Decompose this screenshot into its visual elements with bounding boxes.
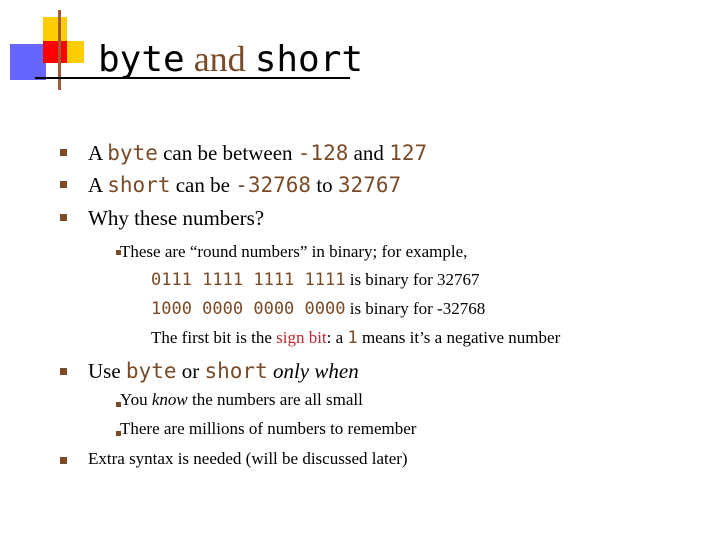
text: A bbox=[88, 173, 108, 197]
sub-use-line2: There are millions of numbers to remember bbox=[120, 419, 417, 438]
text: is binary for -32768 bbox=[345, 299, 486, 318]
text: can be bbox=[170, 173, 236, 197]
slide-logo-decoration bbox=[0, 0, 110, 100]
italic-only-when: only when bbox=[267, 359, 359, 383]
title-byte: byte bbox=[98, 39, 185, 80]
slide-title bbox=[98, 38, 363, 81]
text: A bbox=[88, 141, 108, 165]
code-short: short bbox=[107, 173, 171, 197]
code-max: 32767 bbox=[337, 173, 402, 197]
sub-why-line1: These are “round numbers” in binary; for example, bbox=[120, 242, 468, 261]
sub-use-line1 bbox=[120, 389, 363, 411]
title-short: short bbox=[254, 39, 364, 80]
bullet-short-range bbox=[88, 172, 401, 198]
title-and: and bbox=[193, 39, 246, 79]
code-byte: byte bbox=[125, 359, 177, 383]
text: and bbox=[348, 141, 390, 165]
sub-why-line3 bbox=[151, 298, 485, 320]
bullet-extra-syntax: Extra syntax is needed (will be discussed later) bbox=[88, 449, 408, 468]
sub-why-line4 bbox=[151, 327, 560, 349]
logo-yellow-square-2 bbox=[66, 41, 84, 63]
sub-why-line2 bbox=[151, 269, 480, 291]
bullet-square-icon bbox=[60, 149, 67, 156]
bullet-square-icon bbox=[60, 181, 67, 188]
logo-blue-square bbox=[10, 44, 46, 80]
text: The first bit is the bbox=[151, 328, 277, 347]
bullet-use-when bbox=[88, 358, 359, 384]
text: means it’s a negative number bbox=[357, 328, 561, 347]
code-short: short bbox=[204, 359, 268, 383]
text: to bbox=[311, 173, 338, 197]
text: is binary for 32767 bbox=[345, 270, 480, 289]
sign-bit-highlight: sign bit bbox=[276, 328, 327, 347]
bullet-byte-range bbox=[88, 140, 427, 166]
bullet-square-icon bbox=[60, 214, 67, 221]
logo-red-square bbox=[43, 41, 67, 63]
bullet-square-icon bbox=[60, 368, 67, 375]
code-one: 1 bbox=[347, 328, 358, 348]
bullet-square-icon bbox=[60, 457, 67, 464]
text: or bbox=[176, 359, 205, 383]
text: the numbers are all small bbox=[187, 390, 363, 409]
binary-neg-32768: 1000 0000 0000 0000 bbox=[151, 299, 346, 319]
code-min: -32768 bbox=[235, 173, 312, 197]
code-min: -128 bbox=[297, 141, 349, 165]
code-byte: byte bbox=[107, 141, 158, 165]
text: : a bbox=[326, 328, 348, 347]
italic-know: know bbox=[151, 390, 188, 409]
code-max: 127 bbox=[389, 141, 428, 165]
logo-yellow-square bbox=[43, 17, 67, 41]
bullet-why: Why these numbers? bbox=[88, 206, 265, 230]
text: can be between bbox=[157, 141, 298, 165]
binary-32767: 0111 1111 1111 1111 bbox=[151, 270, 346, 290]
text: You bbox=[120, 390, 152, 409]
text: Use bbox=[88, 359, 126, 383]
